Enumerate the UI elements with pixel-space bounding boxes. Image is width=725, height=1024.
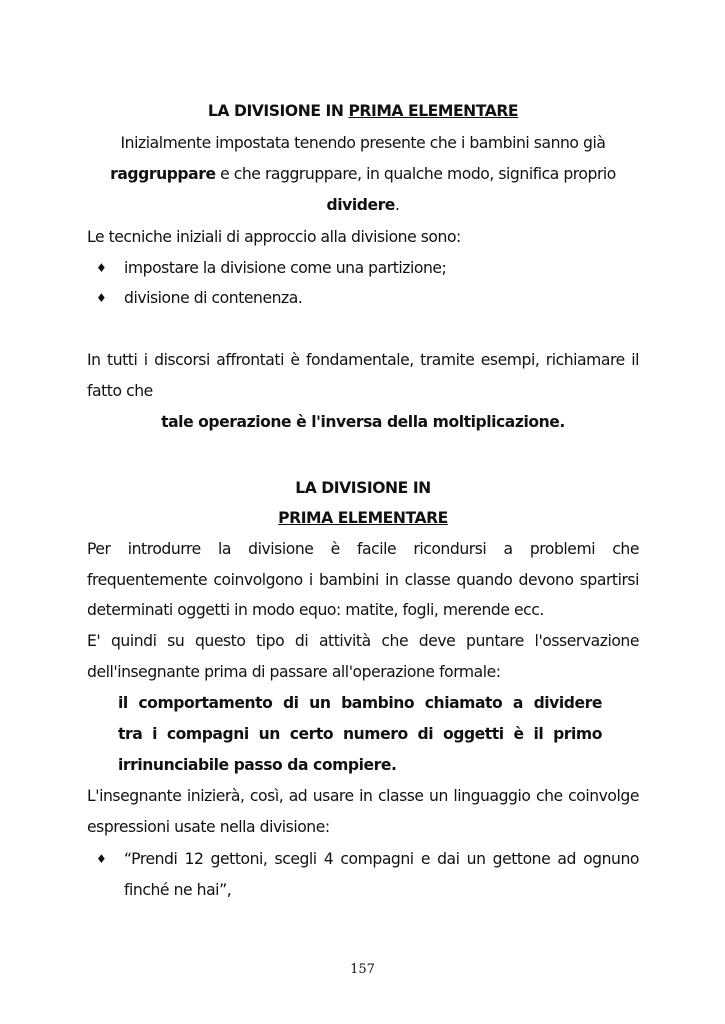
diamond-bullet-icon: ♦ xyxy=(96,291,107,305)
intro-bold-term: raggruppare xyxy=(110,165,216,183)
paragraph-line: determinati oggetti in modo equo: matite, fogli, merende ecc. xyxy=(87,601,544,619)
techniques-lead: Le tecniche iniziali di approccio alla divisione sono: xyxy=(87,228,461,246)
diamond-bullet-icon: ♦ xyxy=(96,261,107,275)
heading-2-line-2: PRIMA ELEMENTARE xyxy=(278,509,448,527)
paragraph-line: Per introdurre la divisione è facile ricondursi a problemi che xyxy=(87,540,639,558)
paragraph-line: L'insegnante inizierà, così, ad usare in classe un linguaggio che coinvolge xyxy=(87,787,639,805)
technique-item: impostare la divisione come una partizione; xyxy=(124,259,447,277)
discourse-line-1: In tutti i discorsi affrontati è fondamentale, tramite esempi, richiamare il xyxy=(87,351,639,369)
discourse-emphasis: tale operazione è l'inversa della moltiplicazione. xyxy=(161,413,565,431)
discourse-line-2: fatto che xyxy=(87,382,153,400)
heading-1 xyxy=(87,101,639,121)
technique-item: divisione di contenenza. xyxy=(124,289,303,307)
quote-line: tra i compagni un certo numero di oggetti è il primo xyxy=(118,725,602,743)
example-line-1: “Prendi 12 gettoni, scegli 4 compagni e dai un gettone ad ognuno xyxy=(124,850,639,868)
quote-line: irrinunciabile passo da compiere. xyxy=(118,756,397,774)
paragraph-line: E' quindi su questo tipo di attività che deve puntare l'osservazione xyxy=(87,632,639,650)
intro-line-1: Inizialmente impostata tenendo presente che i bambini sanno già xyxy=(120,134,606,152)
paragraph-line: espressioni usate nella divisione: xyxy=(87,818,330,836)
heading-2-line-1: LA DIVISIONE IN xyxy=(295,479,431,497)
diamond-bullet-icon: ♦ xyxy=(96,852,107,866)
intro-line-2 xyxy=(87,164,639,184)
page-number: 157 xyxy=(350,962,375,977)
intro-line-3-rest: . xyxy=(394,196,400,214)
paragraph-line: frequentemente coinvolgono i bambini in classe quando devono spartirsi xyxy=(87,571,639,589)
quote-line: il comportamento di un bambino chiamato a dividere xyxy=(118,694,602,712)
intro-bold-term-2: dividere xyxy=(326,196,395,214)
example-line-2: finché ne hai”, xyxy=(124,881,232,899)
heading-1-prefix: LA DIVISIONE IN xyxy=(207,102,349,120)
heading-1-underlined: PRIMA ELEMENTARE xyxy=(348,102,519,120)
intro-line-2-rest: e che raggruppare, in qualche modo, significa proprio xyxy=(215,165,616,183)
intro-line-3 xyxy=(87,195,639,215)
paragraph-line: dell'insegnante prima di passare all'operazione formale: xyxy=(87,663,501,681)
